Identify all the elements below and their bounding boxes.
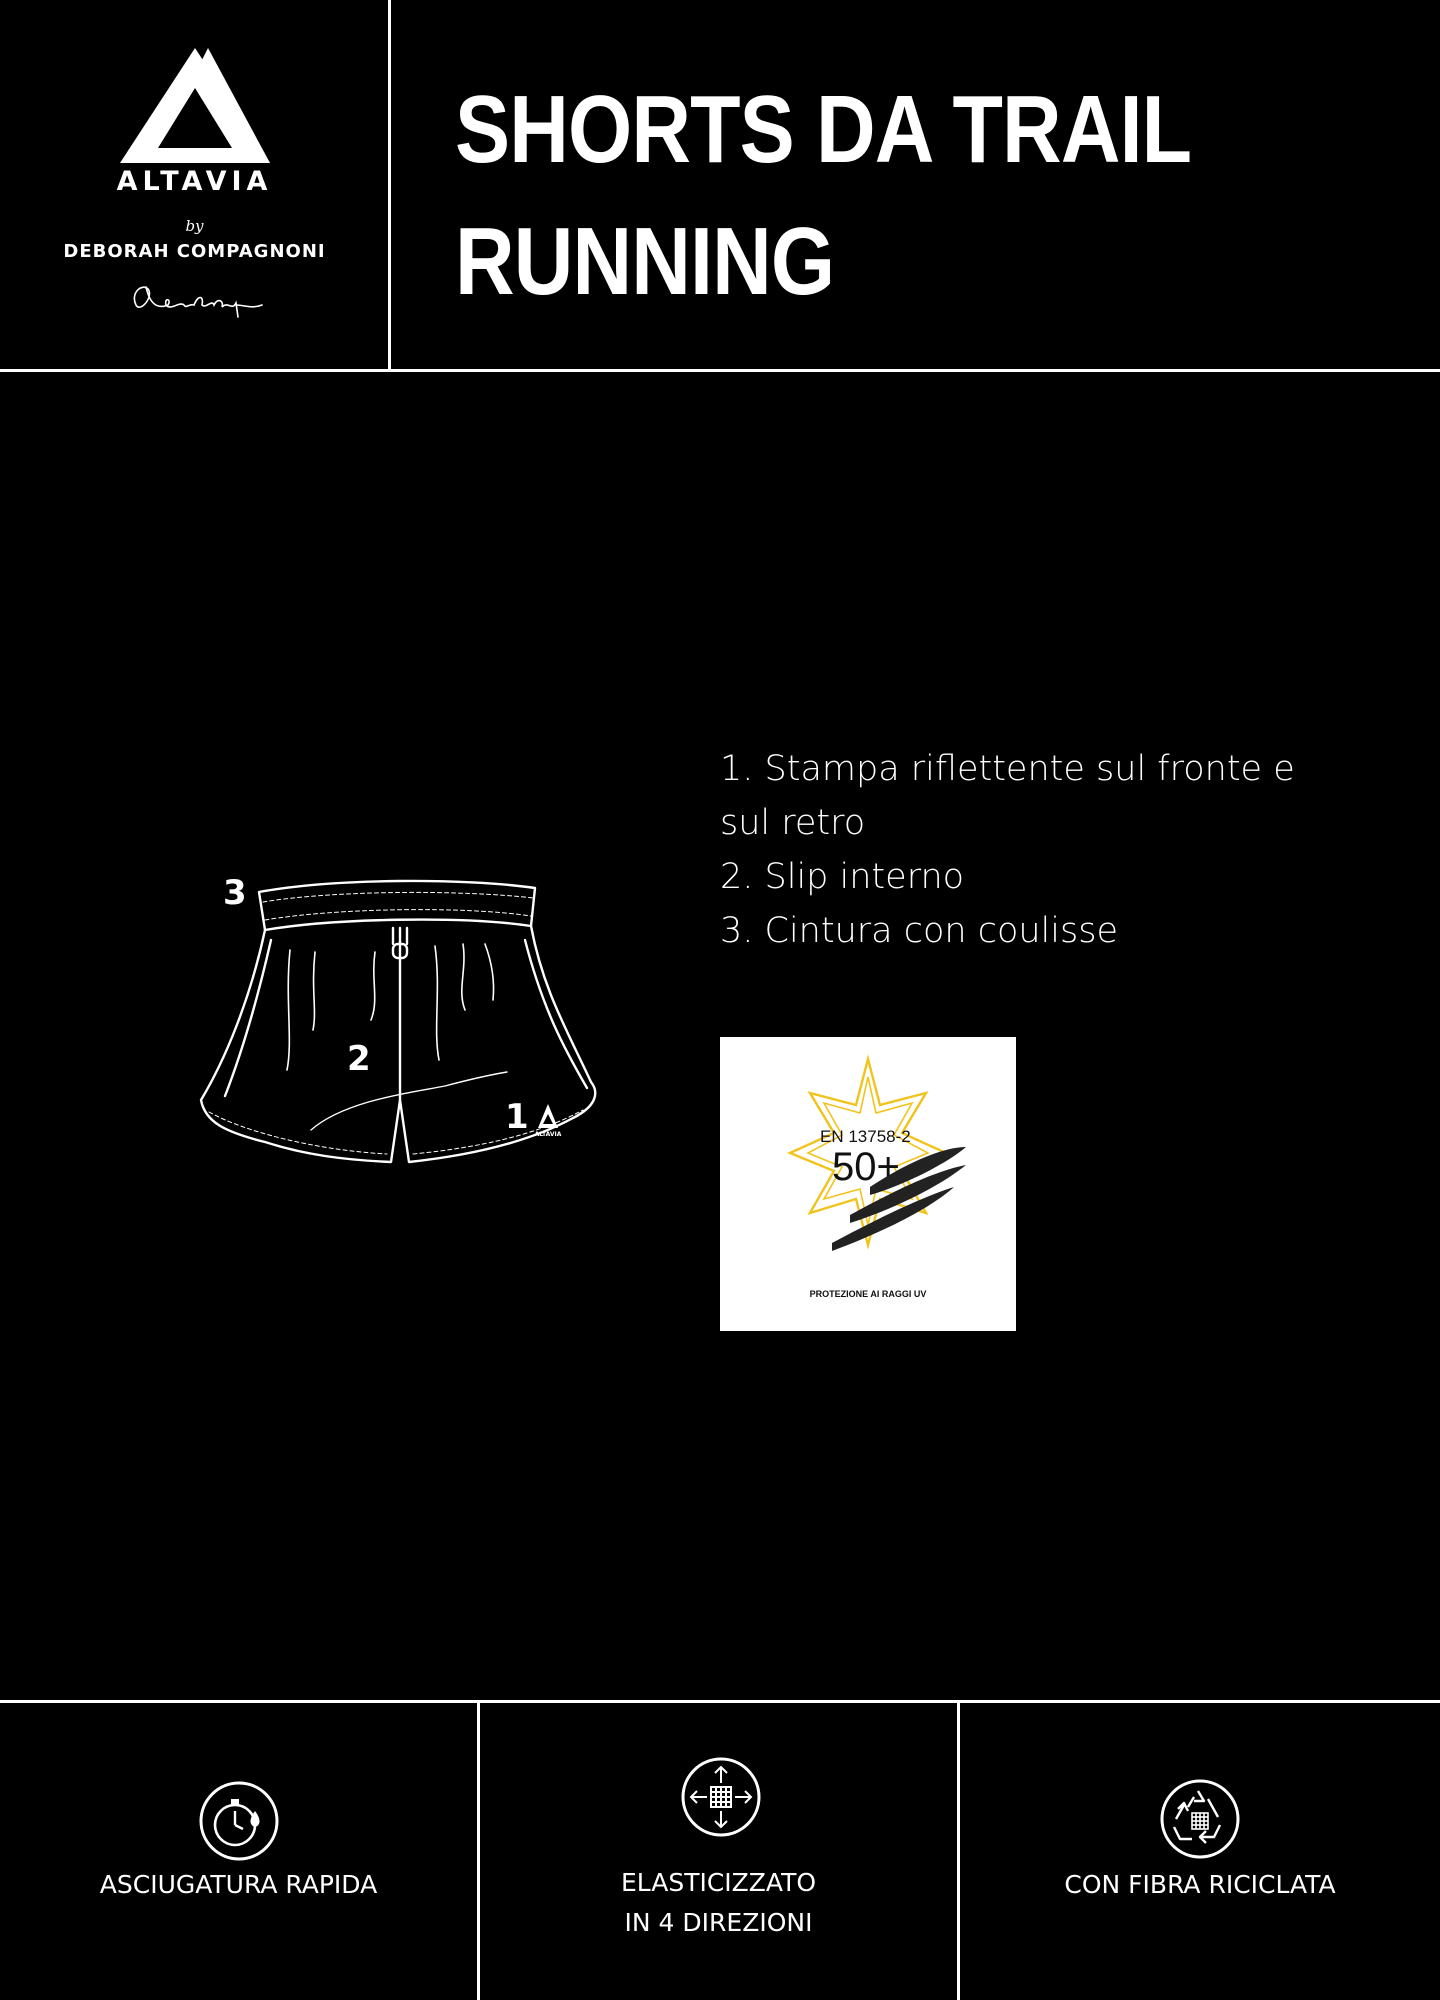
feature-quick-dry-label xyxy=(0,1865,477,1905)
feature-four-way-stretch xyxy=(480,1703,957,2000)
product-title-line-2: RUNNING xyxy=(455,208,835,315)
shorts-technical-drawing xyxy=(195,860,615,1205)
feature-list-line-2: sul retro xyxy=(720,803,866,843)
feature-four-way-stretch-label xyxy=(480,1863,957,1943)
feature-quick-dry xyxy=(0,1703,477,2000)
brand-logo-block xyxy=(0,0,389,370)
recycled-fiber-icon xyxy=(1158,1777,1242,1861)
product-title-line-1: SHORTS DA TRAIL xyxy=(455,76,1192,183)
feature-list-line-3: 2. Slip interno xyxy=(720,857,965,897)
brand-name: ALTAVIA xyxy=(116,166,273,197)
four-way-stretch-icon xyxy=(679,1755,763,1839)
quick-dry-stopwatch-icon xyxy=(197,1779,281,1863)
uv-caption-text: PROTEZIONE AI RAGGI UV xyxy=(809,1289,927,1299)
uv-protection-badge xyxy=(720,1037,1016,1331)
uv-standard-text: EN 13758-2 xyxy=(820,1127,911,1146)
feature-four-way-stretch-line-1: ELASTICIZZATO xyxy=(620,1868,817,1897)
callout-2: 2 xyxy=(347,1039,371,1079)
designer-signature-icon xyxy=(128,275,268,325)
callout-3: 3 xyxy=(223,873,247,913)
feature-list-line-1: 1. Stampa riflettente sul fronte e xyxy=(720,749,1295,789)
svg-text:ALTAVIA: ALTAVIA xyxy=(534,1131,562,1138)
feature-recycled-fiber xyxy=(960,1703,1440,2000)
feature-list xyxy=(720,742,1340,958)
altavia-mountain-logo-icon xyxy=(120,48,270,163)
feature-recycled-fiber-line-1: CON FIBRA RICICLATA xyxy=(1064,1870,1336,1899)
brand-by-text: by xyxy=(185,217,204,235)
callout-1: 1 xyxy=(505,1097,529,1137)
feature-four-way-stretch-line-2: IN 4 DIREZIONI xyxy=(624,1908,813,1937)
feature-recycled-fiber-label xyxy=(960,1865,1440,1905)
uv-rating-text: 50+ xyxy=(832,1145,900,1189)
designer-name: DEBORAH COMPAGNONI xyxy=(63,241,326,262)
product-title xyxy=(455,64,1229,328)
feature-quick-dry-line-1: ASCIUGATURA RAPIDA xyxy=(99,1870,378,1899)
feature-list-line-4: 3. Cintura con coulisse xyxy=(720,911,1118,951)
